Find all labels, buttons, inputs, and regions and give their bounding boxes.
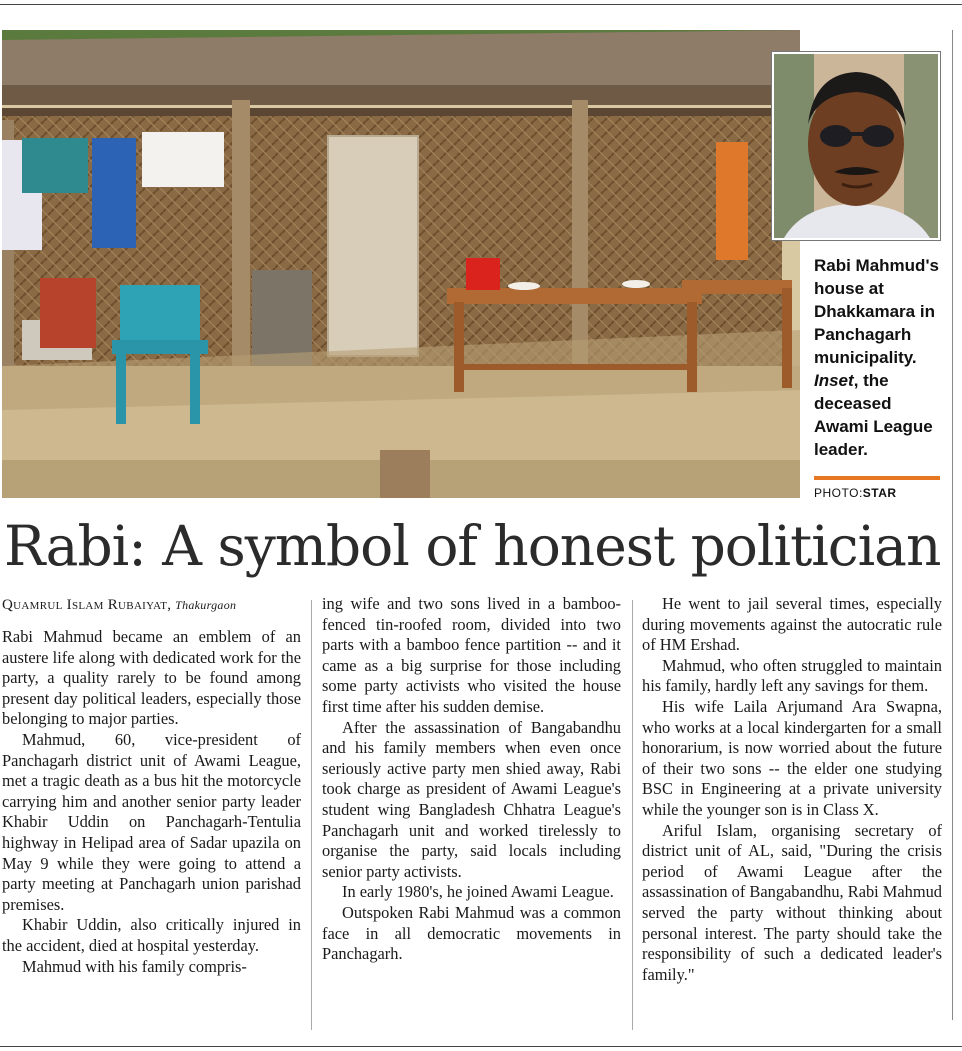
- credit-source: STAR: [862, 486, 897, 500]
- paragraph: Mahmud, who often struggled to maintain his family, hardly left any savings for them.: [642, 655, 942, 696]
- paragraph: ing wife and two sons lived in a bamboo-fenced tin-roofed room, divided into two parts with a bamboo fence partition -- and it came as a big surprise for those including some party activists who visited the house first time after his sudden demise.: [322, 594, 621, 716]
- photo-credit: [814, 486, 897, 500]
- caption-rule: [814, 476, 940, 480]
- paragraph: Outspoken Rabi Mahmud was a common face in all democratic movements in Panchagarh.: [322, 902, 621, 964]
- caption-inset-word: Inset: [814, 371, 854, 390]
- article-column-1: [2, 594, 301, 977]
- paragraph: Khabir Uddin, also critically injured in the accident, died at hospital yesterday.: [2, 915, 301, 955]
- house-photo: [2, 30, 800, 498]
- caption-text: Rabi Mahmud's house at Dhakkamara in Panchagarh municipality.: [814, 256, 939, 367]
- paragraph: In early 1980's, he joined Awami League.: [342, 882, 614, 902]
- paragraph: His wife Laila Arjumand Ara Swapna, who works at a local kindergarten for a small honorarium, is now worried about the future of their two sons -- the elder one studying BSC in Engineering at a private university while the younger son is in Class X.: [642, 696, 942, 819]
- byline-author: Quamrul Islam Rubaiyat,: [2, 597, 172, 613]
- paragraph: Mahmud, 60, vice-president of Panchagarh district unit of Awami League, met a tragic death as a bus hit the motorcycle carrying him and another senior party leader Khabir Uddin on Panchagarh-Tentulia highway in Helipad area of Sadar upazila on May 9 while they were going to attend a party meeting at Panchagarh union parishad premises.: [2, 729, 301, 914]
- paragraph: He went to jail several times, especially during movements against the autocratic rule of HM Ershad.: [642, 594, 942, 655]
- paragraph: After the assassination of Bangabandhu and his family members when even once seriously active party men shied away, Rabi took charge as president of Awami League's student wing Bangladesh Chhatra League's Panchagarh unit and worked tirelessly to organise the party, said locals including senior party activists.: [322, 717, 621, 881]
- article-column-2: [322, 594, 621, 965]
- byline-place: Thakurgaon: [175, 598, 237, 612]
- headline: Rabi: A symbol of honest politician: [4, 514, 941, 578]
- byline: [2, 594, 301, 617]
- credit-label: PHOTO:: [814, 486, 863, 500]
- bottom-rule: [0, 1046, 962, 1047]
- paragraph: Mahmud with his family compris-: [22, 956, 247, 976]
- article-column-3: [642, 594, 942, 985]
- column-divider: [632, 600, 633, 1030]
- paragraph: Ariful Islam, organising secretary of district unit of AL, said, "During the crisis period of Awami League after the assassination of Bangabandhu, Rabi Mahmud served the party without thinking about personal interest. The party should take the responsibility of such a dedicated leader's family.": [642, 820, 942, 984]
- inset-portrait: [772, 52, 940, 240]
- photo-caption: [814, 254, 944, 461]
- paragraph: Rabi Mahmud became an emblem of an austere life along with dedicated work for the party, a quality rarely to be found among present day political leaders, especially those belonging to major parties.: [2, 627, 301, 729]
- top-rule: [0, 4, 962, 5]
- column-divider: [311, 600, 312, 1030]
- caption-text-2: , the deceased Awami League leader.: [814, 371, 933, 459]
